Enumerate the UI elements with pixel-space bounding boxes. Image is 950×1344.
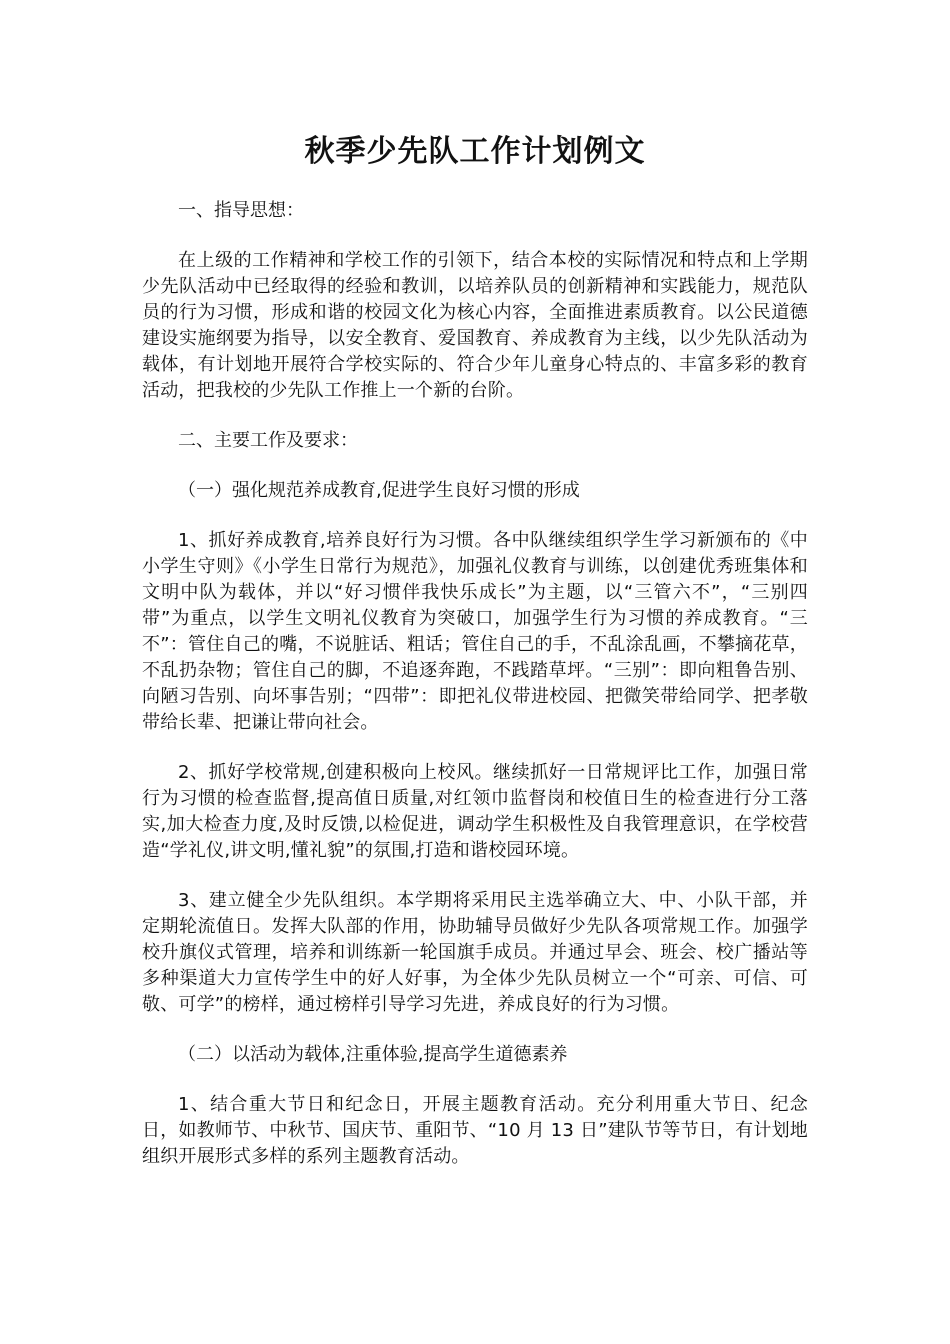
- subsection-heading-activities: （二）以活动为载体,注重体验,提高学生道德素养: [178, 1044, 568, 1065]
- section-heading-guiding-ideology: 一、指导思想：: [178, 200, 304, 221]
- section-heading-main-work: 二、主要工作及要求：: [178, 430, 358, 451]
- paragraph-school-routine: 2、抓好学校常规,创建积极向上校风。继续抓好一日常规评比工作，加强日常行为习惯的检查监督,提高值日质量,对红领巾监督岗和校值日生的检查进行分工落实,加大检查力度,及时反馈,以检促进，调动学生积极性及自我管理意识，在学校营造“学礼仪,讲文明,懂礼貌”的氛围,打造和谐校园环境。: [142, 762, 808, 861]
- subsection-heading-habits: （一）强化规范养成教育,促进学生良好习惯的形成: [178, 480, 580, 501]
- paragraph-festival-activities: 1、结合重大节日和纪念日，开展主题教育活动。充分利用重大节日、纪念日，如教师节、中秋节、国庆节、重阳节、“10 月 13 日”建队节等节日，有计划地组织开展形式多样的系列主题教育活动。: [142, 1094, 808, 1167]
- page-title: 秋季少先队工作计划例文: [304, 134, 646, 169]
- paragraph-organization: 3、建立健全少先队组织。本学期将采用民主选举确立大、中、小队干部，并定期轮流值日。发挥大队部的作用，协助辅导员做好少先队各项常规工作。加强学校升旗仪式管理，培养和训练新一轮国旗手成员。并通过早会、班会、校广播站等多种渠道大力宣传学生中的好人好事，为全体少先队员树立一个“可亲、可信、可敬、可学”的榜样，通过榜样引导学习先进，养成良好的行为习惯。: [142, 890, 808, 1015]
- paragraph-guiding-ideology: 在上级的工作精神和学校工作的引领下，结合本校的实际情况和特点和上学期少先队活动中已经取得的经验和教训，以培养队员的创新精神和实践能力，规范队员的行为习惯，形成和谐的校园文化为核心内容，全面推进素质教育。以公民道德建设实施纲要为指导，以安全教育、爱国教育、养成教育为主线，以少先队活动为载体，有计划地开展符合学校实际的、符合少年儿童身心特点的、丰富多彩的教育活动，把我校的少先队工作推上一个新的台阶。: [142, 250, 808, 401]
- document-body: [142, 198, 808, 1194]
- paragraph-habit-education: 1、抓好养成教育,培养良好行为习惯。各中队继续组织学生学习新颁布的《中小学生守则》《小学生日常行为规范》，加强礼仪教育与训练，以创建优秀班集体和文明中队为载体，并以“好习惯伴我快乐成长”为主题，以“三管六不”，“三别四带”为重点，以学生文明礼仪教育为突破口，加强学生行为习惯的养成教育。“三不”：管住自己的嘴，不说脏话、粗话；管住自己的手，不乱涂乱画，不攀摘花草，不乱扔杂物；管住自己的脚，不追逐奔跑，不践踏草坪。“三别”：即向粗鲁告别、向陋习告别、向坏事告别；“四带”：即把礼仪带进校园、把微笑带给同学、把孝敬带给长辈、把谦让带向社会。: [142, 530, 808, 733]
